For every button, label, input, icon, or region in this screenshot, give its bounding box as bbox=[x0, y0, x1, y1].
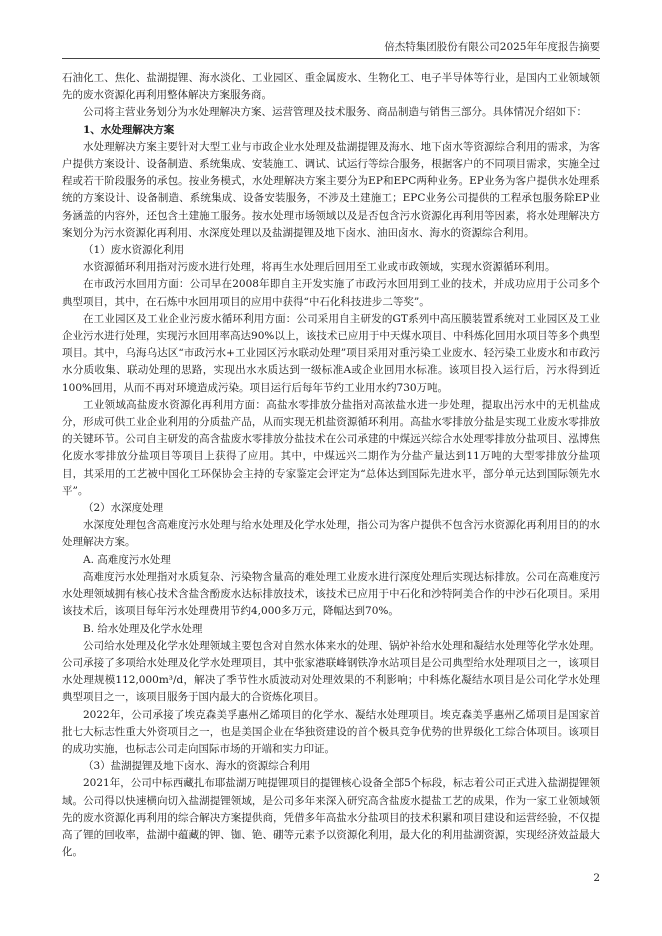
page-number: 2 bbox=[593, 872, 600, 884]
paragraph-high-salt-wastewater: 工业领域高盐废水资源化再利用方面：高盐水零排放分盐指对高浓盐水进一步处理，提取出污水中的无机盐成分，形成可供工业企业利用的分质盐产品，从而实现无机盐资源循环利用。高盐水零排放分盐是实现工业废水零排放的关键环节。公司自主研发的高含盐废水零排放分盐技术在公司承建的中煤远兴综合水处理零排放分盐项目、泓博焦化废水零排放分盐项目等项目上获得了应用。其中，中煤远兴二期作为分盐产量达到11万吨的大型零排放分盐项目，其采用的工艺被中国化工环保协会主持的专家鉴定会评定为“总体达到国际先进水平，部分单元达到国际领先水平”。 bbox=[62, 398, 600, 497]
page-header: 倍杰特集团股份有限公司2025年年度报告摘要 bbox=[62, 40, 600, 59]
document-body bbox=[62, 70, 600, 861]
paragraph-municipal-reuse: 在市政污水回用方面：公司早在2008年即自主开发实施了市政污水回用到工业的技术，并成功应用于公司多个典型项目，其中，在石炼中水回用项目的应用中获得“中石化科技进步二等奖”。 bbox=[62, 278, 600, 308]
subheading-salt-lake-lithium: （3）盐湖提锂及地下卤水、海水的资源综合利用 bbox=[83, 760, 311, 773]
subheading-difficult-wastewater: A. 高难度污水处理 bbox=[83, 553, 171, 566]
paragraph-business-segments: 公司将主营业务划分为水处理解决方案、运营管理及技术服务、商品制造与销售三部分。具体情况介绍如下： bbox=[83, 106, 587, 119]
paragraph-industrial-park-reuse: 在工业园区及工业企业污废水循环利用方面：公司采用自主研发的GT系列中高压膜装置系统对工业园区及工业企业污水进行处理，实现污水回用率高达90%以上，该技术已应用于中天煤水项目、中科炼化回用水项目等多个典型项目。其中，乌海乌达区“市政污水+工业园区污水联动处理”项目采用对重污染工业废水、轻污染工业废水和市政污水分质收集、联动处理的思路，实现出水水质达到一级标准A或企业回用水标准。该项目投入运行后，污水得到近100%回用，从而不再对环境造成污染。项目运行后每年节约工业用水约730万吨。 bbox=[62, 312, 600, 394]
paragraph-water-recycling: 水资源循环利用指对污废水进行处理，将再生水处理后回用至工业或市政领域，实现水资源循环利用。 bbox=[83, 261, 556, 274]
paragraph-salt-lake-lithium: 2021年，公司中标西藏扎布耶盐湖万吨提锂项目的提锂核心设备全部5个标段，标志着公司正式进入盐湖提锂领域。公司得以快速横向切入盐湖提锂领域，是公司多年来深入研究高含盐废水提盐工艺的成果，作为一家工业领域领先的废水资源化再利用的综合解决方案提供商，凭借多年高盐水分盐项目的技术积累和项目建设和运营经验，不仅提高了锂的回收率，盐湖中蕴藏的钾、铷、铯、硼等元素予以资源化利用，最大化的利用盐湖资源，实现经济效益最大化。 bbox=[62, 777, 600, 859]
subheading-wastewater-reuse: （1）废水资源化利用 bbox=[83, 244, 185, 257]
paragraph-feed-chemical-water: 公司给水处理及化学水处理领域主要包含对自然水体来水的处理、锅炉补给水处理和凝结水处理等化学水处理。公司承接了多项给水处理及化学水处理项目，其中张家港联峰钢铁净水站项目是公司典型给水处理项目之一，该项目水处理规模112,000m³/d，解决了季节性水质波动对处理效果的不利影响；中科炼化凝结水项目是公司化学水处理典型项目之一，该项目服务于国内最大的合资炼化项目。 bbox=[62, 639, 600, 704]
paragraph-industries: 石油化工、焦化、盐湖提锂、海水淡化、工业园区、重金属废水、生物化工、电子半导体等行业，是国内工业领域领先的废水资源化再利用整体解决方案服务商。 bbox=[62, 72, 600, 102]
paragraph-difficult-wastewater: 高难度污水处理指对水质复杂、污染物含量高的难处理工业废水进行深度处理后实现达标排放。公司在高难度污水处理领域拥有核心技术含盐含酚废水达标排放技术，该技术已应用于中石化和沙特阿美合作的中沙石化项目。采用该技术后，该项目每年污水处理费用节约4,000多万元，降幅达到70%。 bbox=[62, 570, 600, 618]
paragraph-advanced-treatment: 水深度处理包含高难度污水处理与给水处理及化学水处理，指公司为客户提供不包含污水资源化再利用目的的水处理解决方案。 bbox=[62, 519, 600, 549]
subheading-feed-chemical-water: B. 给水处理及化学水处理 bbox=[83, 622, 203, 635]
section-heading-water-solutions: 1、水处理解决方案 bbox=[83, 123, 175, 136]
paragraph-water-solutions-overview: 水处理解决方案主要针对大型工业与市政企业水处理及盐湖提锂及海水、地下卤水等资源综合利用的需求，为客户提供方案设计、设备制造、系统集成、安装施工、调试、试运行等综合服务，根据客户的不同项目需求，实施全过程或若干阶段服务的承包。按业务模式，水处理解决方案主要分为EP和EPC两种业务。EP业务为客户提供水处理系统的方案设计、设备制造、系统集成、设备安装服务，不涉及土建施工；EPC业务公司提供的工程承包服务除EP业务涵盖的内容外，还包含土建施工服务。按水处理市场领域以及是否包含污水资源化再利用等因素，将水处理解决方案划分为污水资源化再利用、水深度处理以及盐湖提锂及地下卤水、油田卤水、海水的资源综合利用。 bbox=[62, 140, 600, 239]
subheading-advanced-treatment: （2）水深度处理 bbox=[83, 502, 164, 515]
paragraph-exxonmobil-project: 2022年，公司承接了埃克森美孚惠州乙烯项目的化学水、凝结水处理项目。埃克森美孚惠州乙烯项目是国家首批七大标志性重大外资项目之一，也是美国企业在华独资建设的首个极具竞争优势的世界级化工综合体项目。该项目的成功实施，也标志公司走向国际市场的开端和实力印证。 bbox=[62, 708, 600, 755]
